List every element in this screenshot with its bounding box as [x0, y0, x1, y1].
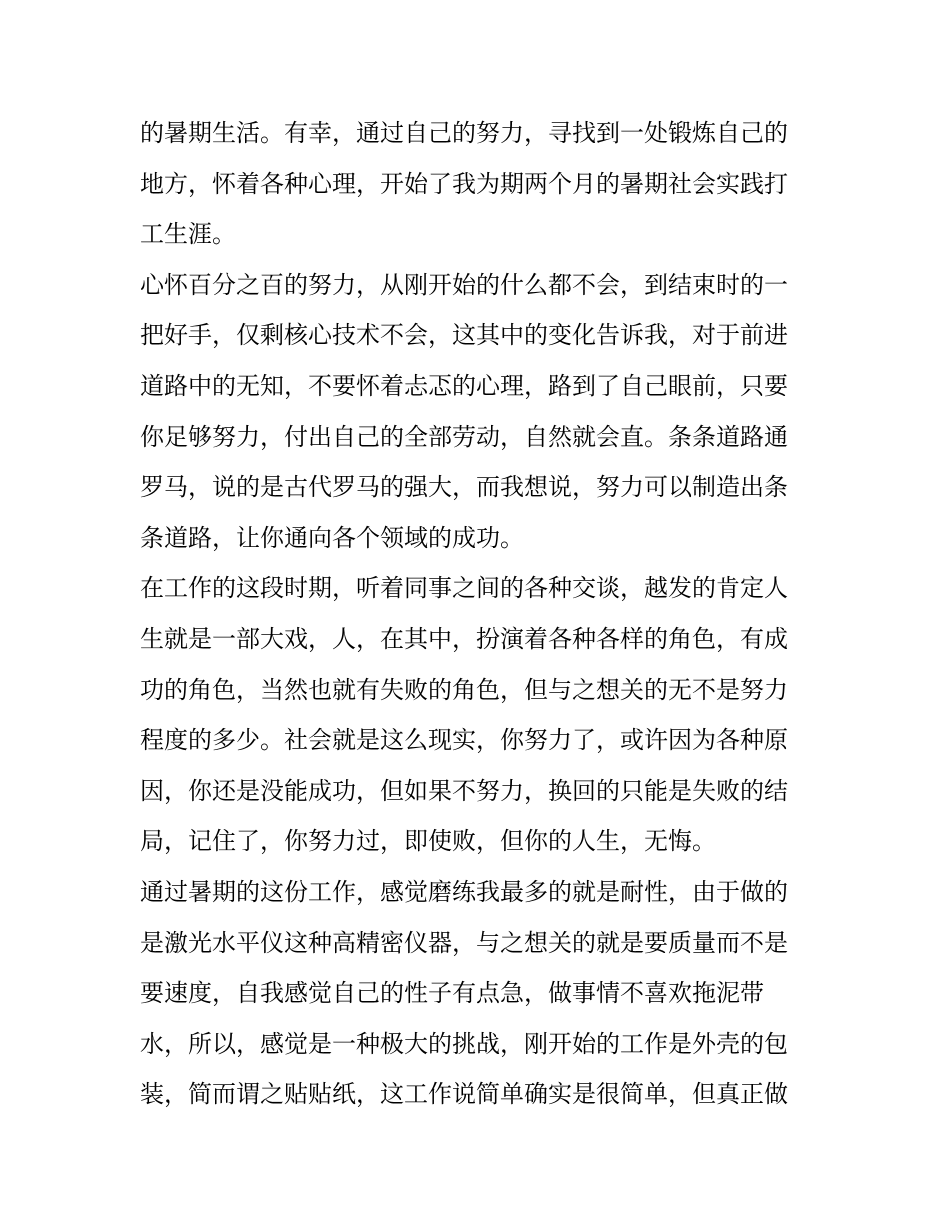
- text-line-7: 你足够努力，付出自己的全部劳动，自然就会直。条条道路通: [140, 422, 788, 451]
- text-line-9: 条道路，让你通向各个领域的成功。: [140, 523, 524, 552]
- text-line-16: 通过暑期的这份工作，感觉磨练我最多的就是耐性，由于做的: [140, 877, 788, 906]
- text-line-14: 因，你还是没能成功，但如果不努力，换回的只能是失败的结: [140, 776, 788, 805]
- text-line-8: 罗马，说的是古代罗马的强大，而我想说，努力可以制造出条: [140, 473, 788, 502]
- text-line-11: 生就是一部大戏，人，在其中，扮演着各种各样的角色，有成: [140, 624, 788, 653]
- text-line-6: 道路中的无知，不要怀着忐忑的心理，路到了自己眼前，只要: [140, 371, 788, 400]
- text-line-2: 地方，怀着各种心理，开始了我为期两个月的暑期社会实践打: [140, 169, 788, 198]
- text-line-13: 程度的多少。社会就是这么现实，你努力了，或许因为各种原: [140, 726, 788, 755]
- text-line-10: 在工作的这段时期，听着同事之间的各种交谈，越发的肯定人: [140, 574, 788, 603]
- body-text: [140, 108, 820, 1120]
- text-line-19: 水，所以，感觉是一种极大的挑战，刚开始的工作是外壳的包: [140, 1029, 788, 1058]
- text-line-15: 局，记住了，你努力过，即使败，但你的人生，无悔。: [140, 827, 716, 856]
- text-line-20: 装，简而谓之贴贴纸，这工作说简单确实是很简单，但真正做: [140, 1080, 788, 1109]
- text-line-1: 的暑期生活。有幸，通过自己的努力，寻找到一处锻炼自己的: [140, 119, 788, 147]
- text-line-4: 心怀百分之百的努力，从刚开始的什么都不会，到结束时的一: [140, 270, 788, 299]
- text-line-18: 要速度，自我感觉自己的性子有点急，做事情不喜欢拖泥带: [140, 979, 764, 1008]
- text-line-3: 工生涯。: [140, 220, 236, 249]
- text-line-17: 是激光水平仪这种高精密仪器，与之想关的就是要质量而不是: [140, 928, 788, 957]
- text-line-5: 把好手，仅剩核心技术不会，这其中的变化告诉我，对于前进: [140, 321, 788, 350]
- text-line-12: 功的角色，当然也就有失败的角色，但与之想关的无不是努力: [140, 675, 788, 704]
